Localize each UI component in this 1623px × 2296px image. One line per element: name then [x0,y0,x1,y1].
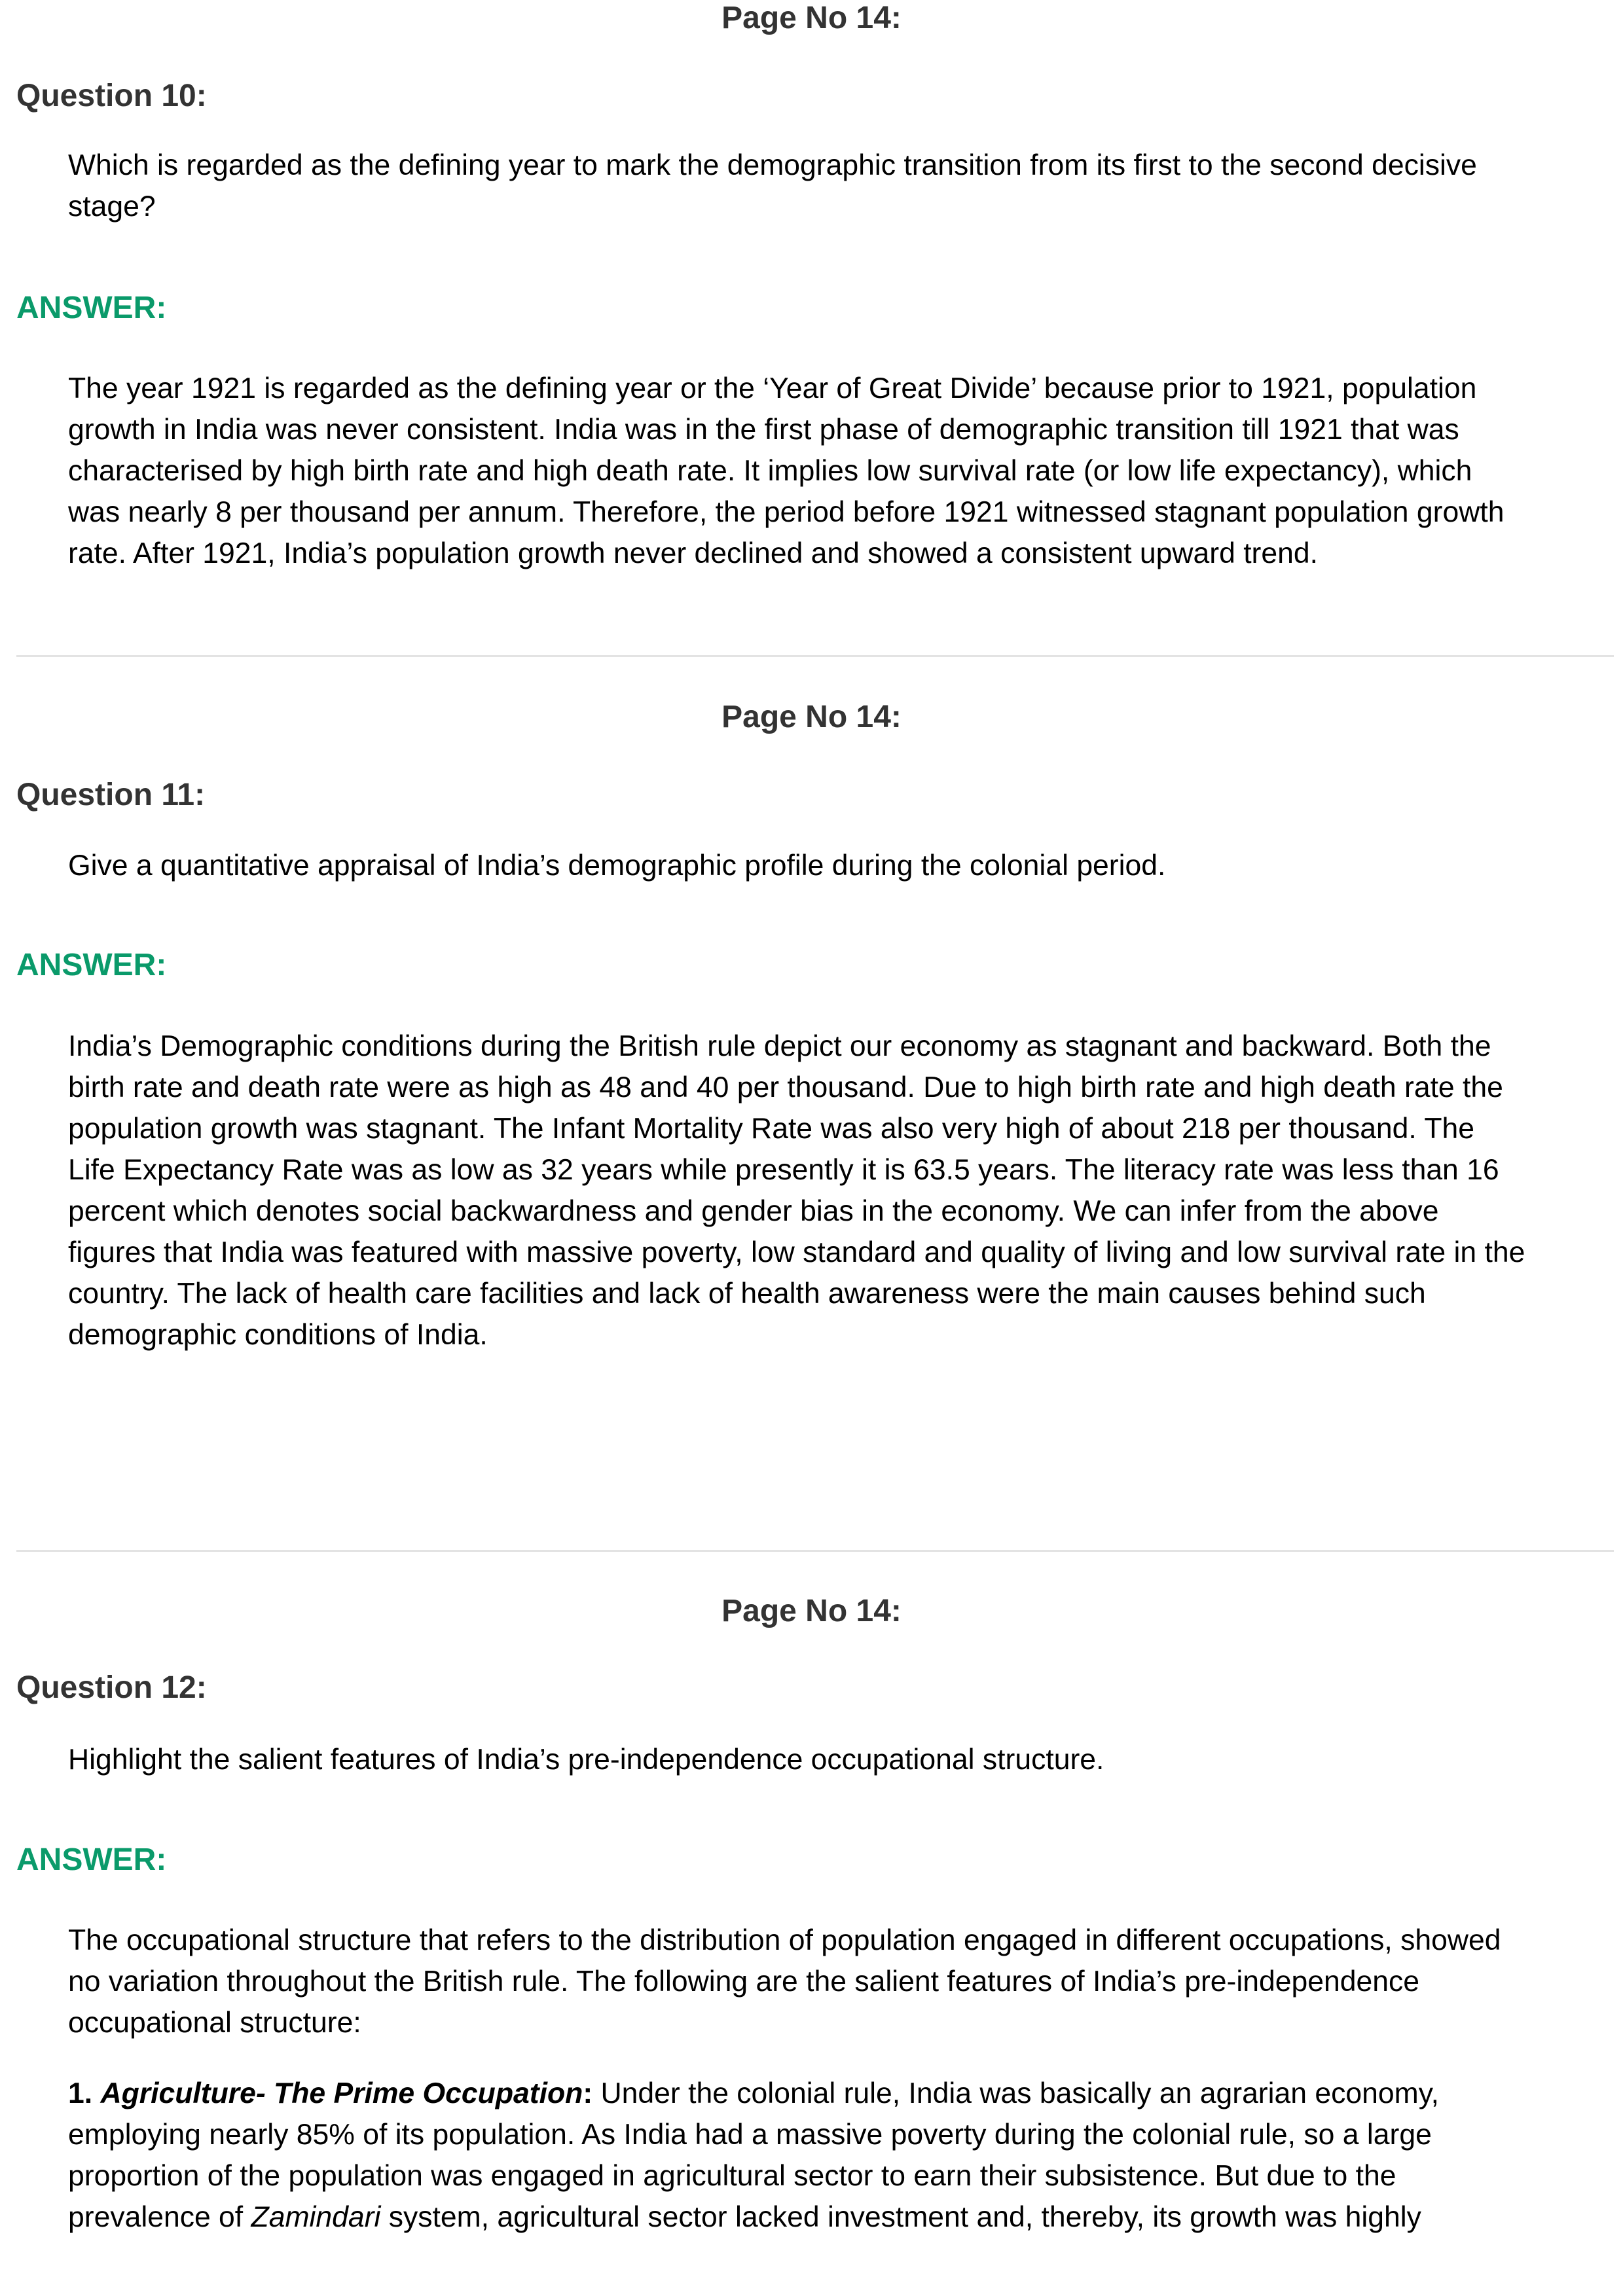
point-text: Under the colonial rule, India was basically an agrarian economy, [593,2077,1440,2109]
text-line: Life Expectancy Rate was as low as 32 years while presently it is 63.5 years. The literacy rate was less than 16 [68,1154,1499,1186]
point-text: system, agricultural sector lacked investment and, thereby, its growth was highly [380,2201,1421,2233]
section-divider [16,1550,1614,1552]
section-divider [16,655,1614,657]
text-line: was nearly 8 per thousand per annum. Therefore, the period before 1921 witnessed stagnant population growth [68,496,1504,528]
question-text [68,845,1165,886]
point-italic-term: Zamindari [251,2201,381,2233]
text-line: Which is regarded as the defining year to mark the demographic transition from its first to the second decisive [68,149,1477,181]
page-number-heading: Page No 14: [721,1,902,35]
point-text: prevalence of [68,2201,251,2233]
text-line [68,2073,1439,2114]
text-line [68,2197,1439,2238]
answer-label: ANSWER: [16,1842,167,1877]
page-number-heading: Page No 14: [721,1594,902,1628]
question-heading: Question 12: [16,1670,207,1705]
text-line: figures that India was featured with massive poverty, low standard and quality of living and low survival rate in the [68,1236,1525,1268]
text-line: population growth was stagnant. The Infant Mortality Rate was also very high of about 218 per thousand. The [68,1113,1475,1145]
text-line: proportion of the population was engaged in agricultural sector to earn their subsistence. But due to the [68,2160,1396,2192]
page-number-heading: Page No 14: [721,700,902,734]
text-line: The occupational structure that refers to the distribution of population engaged in different occupations, showed [68,1924,1501,1956]
text-line: growth in India was never consistent. India was in the first phase of demographic transition till 1921 that was [68,414,1459,446]
text-line: occupational structure: [68,2007,361,2039]
text-line: rate. After 1921, India’s population growth never declined and showed a consistent upward trend. [68,537,1318,569]
question-heading: Question 10: [16,79,207,113]
question-text [68,145,1477,227]
point-colon: : [583,2077,593,2109]
text-line: demographic conditions of India. [68,1319,488,1351]
text-line: Give a quantitative appraisal of India’s demographic profile during the colonial period. [68,850,1166,882]
question-text [68,1739,1104,1780]
answer-text [68,1920,1501,2043]
answer-point-1 [68,2073,1439,2238]
text-line: India’s Demographic conditions during the British rule depict our economy as stagnant and backward. Both the [68,1030,1491,1062]
text-line: Highlight the salient features of India’s pre-independence occupational structure. [68,1744,1104,1776]
point-title: Agriculture- The Prime Occupation [100,2077,583,2109]
text-line: birth rate and death rate were as high as 48 and 40 per thousand. Due to high birth rate and high death rate the [68,1071,1503,1103]
question-heading: Question 11: [16,778,206,812]
text-line: country. The lack of health care facilities and lack of health awareness were the main causes behind such [68,1278,1426,1310]
text-line: percent which denotes social backwardness and gender bias in the economy. We can infer from the above [68,1195,1439,1227]
answer-label: ANSWER: [16,948,167,982]
text-line: no variation throughout the British rule. The following are the salient features of India’s pre-independence [68,1965,1419,1998]
answer-label: ANSWER: [16,291,167,325]
text-line: employing nearly 85% of its population. As India had a massive poverty during the colonial rule, so a large [68,2119,1432,2151]
answer-text [68,368,1504,574]
answer-text [68,1026,1525,1355]
text-line: characterised by high birth rate and high death rate. It implies low survival rate (or low life expectancy), which [68,455,1472,487]
text-line: stage? [68,190,156,223]
text-line: The year 1921 is regarded as the defining year or the ‘Year of Great Divide’ because prior to 1921, population [68,372,1477,404]
point-number: 1. [68,2077,101,2109]
